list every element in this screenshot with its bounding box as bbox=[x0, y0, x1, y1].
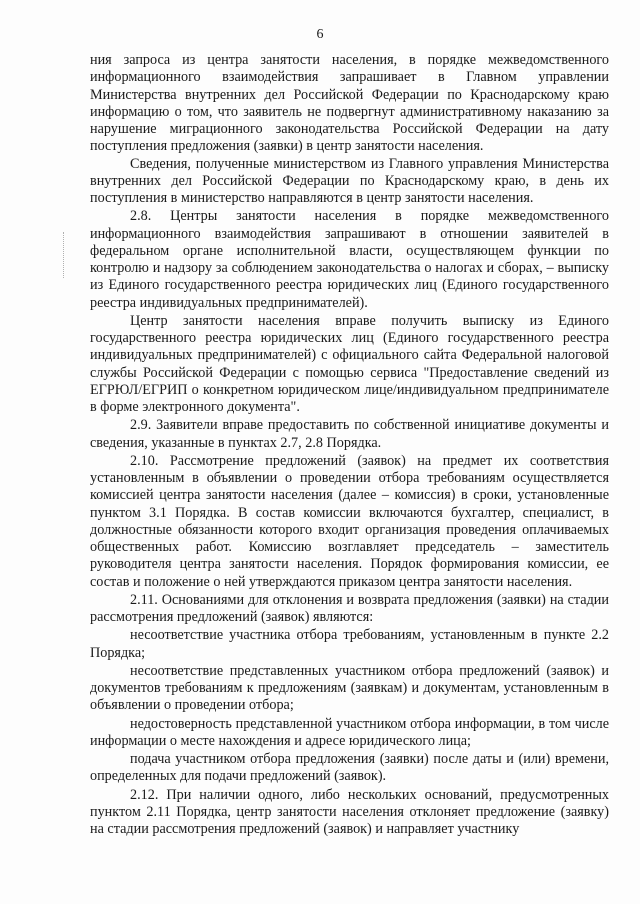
paragraph-egrul-extract: Центр занятости населения вправе получить выписку из Единого государственного реестра юридических лиц (Единого государственного реестра индивидуальных предпринимателей) с официального сайта Федеральной налоговой службы Российской Федерации с помощью сервиса "Предоставление сведений из ЕГРЮЛ/ЕГРИП о конкретном юридическом лице/индивидуальном предпринимателе в форме электронного документа". bbox=[90, 312, 609, 415]
page-number: 6 bbox=[316, 27, 324, 42]
paragraph-continuation: ния запроса из центра занятости населения, в порядке межведомственного информационного взаимодействия запрашивает в Главном управлении Министерства внутренних дел Российской Федерации по Краснодарскому краю информацию о том, что заявитель не подвергнут административному наказанию за нарушение миграционного законодательства Российской Федерации на дату поступления предложения (заявки) в центр занятости населения. bbox=[90, 52, 609, 155]
paragraph-2-8: 2.8. Центры занятости населения в порядке межведомственного информационного взаимодействия запрашивают в отношении заявителей в федеральном органе исполнительной власти, осуществляющем функции по контролю и надзору за соблюдением законодательства о налогах и сборах, – выписку из Единого государственного реестра юридических лиц (Единого государственного реестра индивидуальных предпринимателей). bbox=[90, 208, 609, 311]
list-item-inaccuracy: недостоверность представленной участником отбора информации, в том числе информации о месте нахождения и адресе юридического лица; bbox=[90, 715, 609, 749]
paragraph-ministry-info: Сведения, полученные министерством из Главного управления Министерства внутренних дел Российской Федерации по Краснодарскому краю, в день их поступления в министерство направляются в центр занятости населения. bbox=[90, 155, 609, 206]
list-item-late-submission: подача участником отбора предложения (заявки) после даты и (или) времени, определенных для подачи предложений (заявок). bbox=[90, 751, 609, 785]
list-item-documents: несоответствие представленных участником отбора предложений (заявок) и документов требованиям к предложениям (заявкам) и документам, установленным в объявлении о проведении отбора; bbox=[90, 662, 609, 714]
paragraph-2-12: 2.12. При наличии одного, либо нескольких оснований, предусмотренных пунктом 2.11 Порядка, центр занятости населения отклоняет предложение (заявку) на стадии рассмотрения предложений (заявок) и направляет участнику bbox=[90, 786, 609, 837]
paragraph-2-11: 2.11. Основаниями для отклонения и возврата предложения (заявки) на стадии рассмотрения предложений (заявок) являются: bbox=[90, 591, 609, 625]
margin-mark bbox=[63, 232, 65, 278]
list-item-requirements: несоответствие участника отбора требованиям, установленным в пункте 2.2 Порядка; bbox=[90, 627, 609, 661]
paragraph-2-10: 2.10. Рассмотрение предложений (заявок) на предмет их соответствия установленным в объявлении о проведении отбора требованиям осуществляется комиссией центра занятости населения (далее – комиссия) в сроки, установленные пунктом 3.1 Порядка. В состав комиссии включаются бухгалтер, специалист, в должностные обязанности которого входит организация проведения оплачиваемых общественных работ. Комиссию возглавляет председатель – заместитель руководителя центра занятости населения. Порядок формирования комиссии, ее состав и положение о ней утверждаются приказом центра занятости населения. bbox=[90, 452, 609, 590]
paragraph-2-9: 2.9. Заявители вправе предоставить по собственной инициативе документы и сведения, указанные в пунктах 2.7, 2.8 Порядка. bbox=[90, 417, 609, 451]
document-body bbox=[90, 52, 609, 838]
